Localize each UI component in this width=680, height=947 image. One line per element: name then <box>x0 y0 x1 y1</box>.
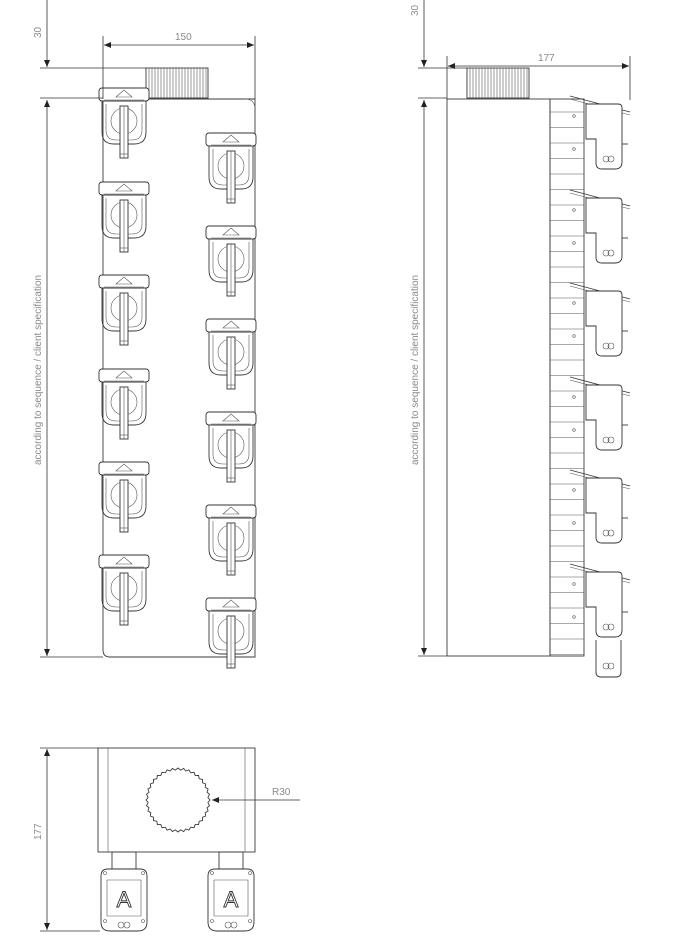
side-socket-6 <box>570 564 630 637</box>
socket-left-6 <box>99 555 149 625</box>
socket-left-3 <box>99 275 149 345</box>
socket-left-4 <box>99 369 149 439</box>
top-depth-dimension <box>33 748 100 931</box>
side-height-dimension-label: according to sequence / client specification <box>410 274 421 465</box>
side-socket-3 <box>570 283 630 356</box>
side-socket-4 <box>570 377 630 450</box>
top-view <box>33 748 300 931</box>
side-socket-1 <box>570 96 630 169</box>
socket-left-1 <box>99 88 149 158</box>
side-top-offset-dimension <box>410 0 467 98</box>
top-socket-1 <box>101 852 147 931</box>
top-socket-2 <box>208 852 254 931</box>
socket-outlets <box>99 88 256 668</box>
depth-dimension <box>447 53 630 100</box>
front-view <box>33 0 256 668</box>
socket-left-5 <box>99 462 149 532</box>
side-socket-2 <box>570 190 630 263</box>
socket-right-5 <box>206 505 256 575</box>
depth-dimension-label: 177 <box>538 53 555 64</box>
height-dimension <box>33 100 103 657</box>
socket-right-6 <box>206 598 256 668</box>
socket-right-4 <box>206 412 256 482</box>
side-top-offset-label: 30 <box>410 4 421 16</box>
cable-gland <box>146 68 208 98</box>
height-dimension-label: according to sequence / client specification <box>33 274 44 465</box>
side-socket-5 <box>570 470 630 543</box>
top-offset-label: 30 <box>33 26 44 38</box>
socket-right-2 <box>206 226 256 296</box>
socket-right-3 <box>206 319 256 389</box>
side-socket-outlets <box>570 96 630 677</box>
top-depth-label: 177 <box>33 823 44 840</box>
socket-letter-2: A <box>223 887 239 912</box>
side-height-dimension <box>410 100 447 656</box>
top-offset-dimension <box>33 0 146 98</box>
side-view <box>410 0 630 677</box>
socket-letter-1: A <box>116 887 132 912</box>
width-dimension-label: 150 <box>175 32 192 43</box>
radius-label: R30 <box>272 787 291 798</box>
socket-left-2 <box>99 182 149 252</box>
socket-right-1 <box>206 133 256 203</box>
